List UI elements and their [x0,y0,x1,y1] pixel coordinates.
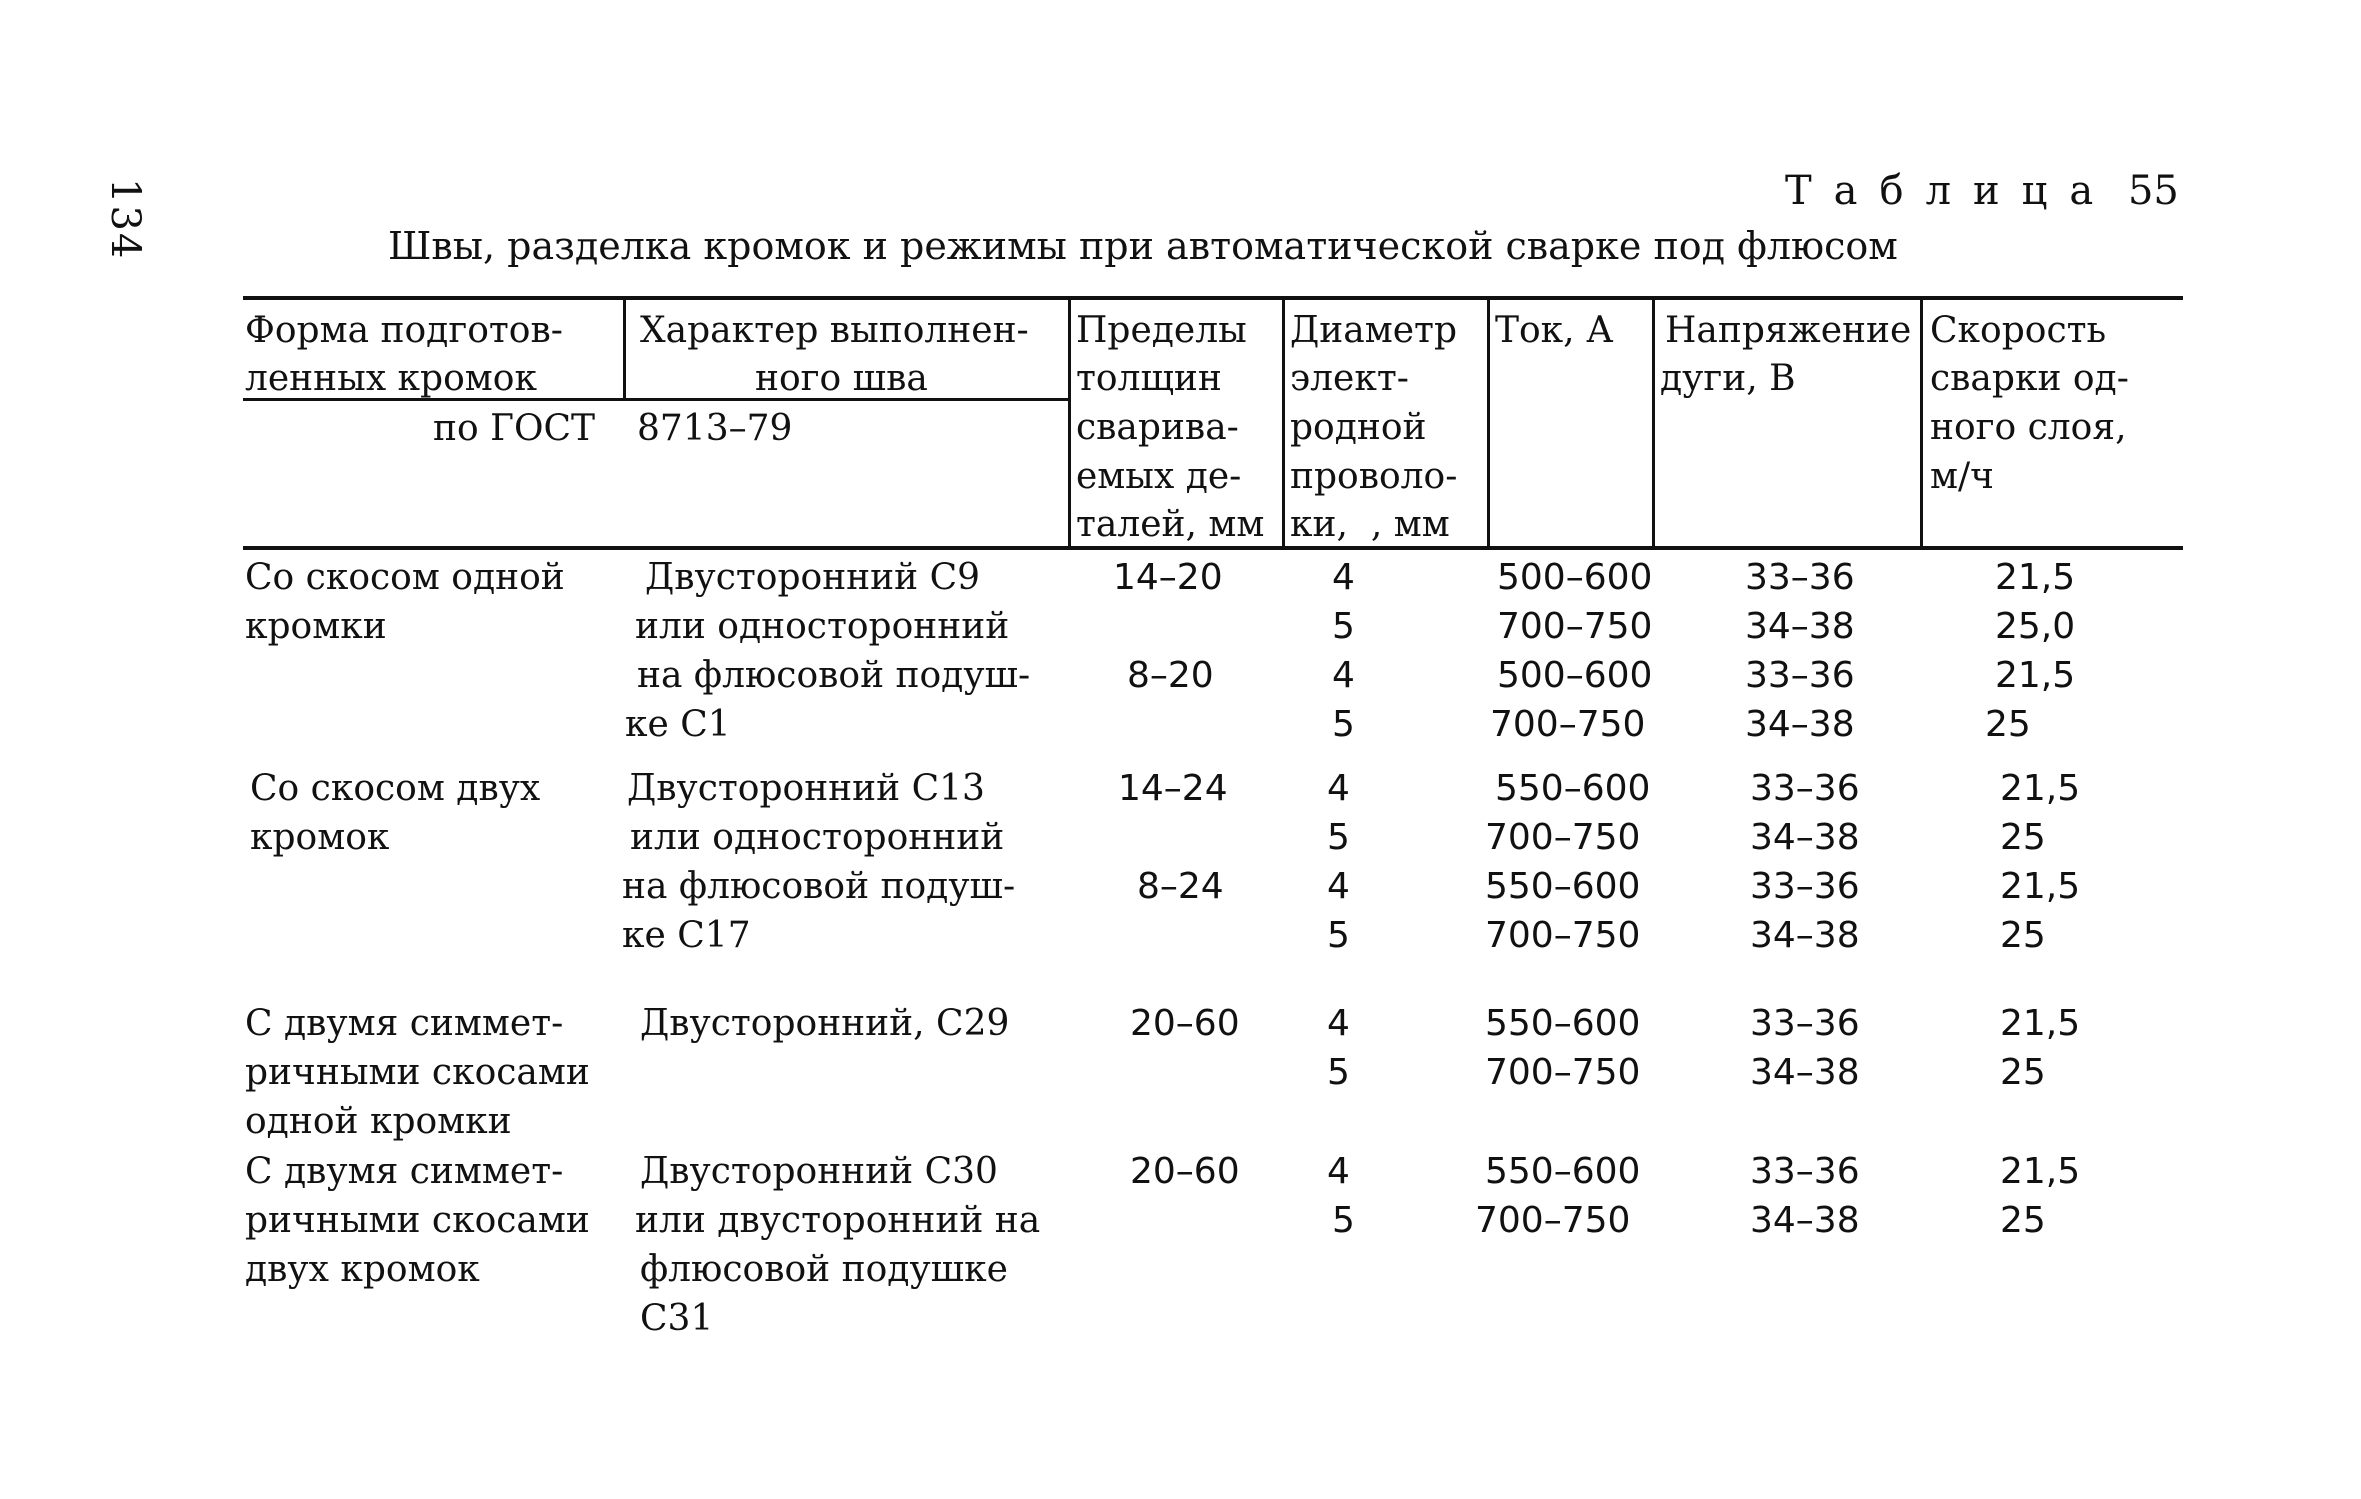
header-thickness-line3: сварива- [1076,407,1239,448]
g2-speed-3: 21,5 [2000,866,2081,907]
g4-char-line2: или двусторонний на [635,1200,1041,1241]
g4-diameter-1: 4 [1327,1151,1350,1192]
g1-form-line2: кромки [245,606,387,647]
header-diameter-line1: Диаметр [1290,310,1457,351]
header-thickness-line5: талей, мм [1076,504,1265,545]
header-character-line1: Характер выполнен- [640,310,1029,351]
g4-diameter-2: 5 [1332,1200,1355,1241]
g2-speed-1: 21,5 [2000,768,2081,809]
header-speed-line2: сварки од- [1930,358,2129,399]
g2-diameter-3: 4 [1327,866,1350,907]
g2-current-1: 550–600 [1495,768,1651,809]
g3-thickness-1: 20–60 [1130,1003,1240,1044]
g2-char-line4: ке С17 [622,915,751,956]
g1-voltage-1: 33–36 [1745,557,1855,598]
g4-char-line3: флюсовой подушке [640,1249,1008,1290]
g1-current-4: 700–750 [1490,704,1646,745]
col-divider-6 [1920,300,1923,546]
table-top-rule [243,296,2183,300]
g3-current-2: 700–750 [1485,1052,1641,1093]
header-diameter-line5: ки, , мм [1290,504,1450,545]
g1-thickness-3: 8–20 [1127,655,1214,696]
g4-current-1: 550–600 [1485,1151,1641,1192]
g2-voltage-3: 33–36 [1750,866,1860,907]
g4-form-line2: ричными скосами [245,1200,590,1241]
g2-char-line2: или односторонний [630,817,1005,858]
g1-diameter-3: 4 [1332,655,1355,696]
g1-speed-1: 21,5 [1995,557,2076,598]
g2-char-line3: на флюсовой подуш- [622,866,1016,907]
g3-current-1: 550–600 [1485,1003,1641,1044]
g3-form-line3: одной кромки [245,1101,512,1142]
g4-current-2: 700–750 [1475,1200,1631,1241]
header-form-line1: Форма подготов- [245,310,563,351]
header-gost-right: 8713–79 [637,408,793,449]
g3-diameter-1: 4 [1327,1003,1350,1044]
table-label-number: 55 [2127,168,2179,214]
col-divider-4 [1487,300,1490,546]
g2-char-line1: Двусторонний С13 [627,768,985,809]
g3-char-line1: Двусторонний, С29 [640,1003,1010,1044]
g2-voltage-1: 33–36 [1750,768,1860,809]
g1-char-line4: ке С1 [625,704,731,745]
header-diameter-line3: родной [1290,407,1427,448]
g1-diameter-1: 4 [1332,557,1355,598]
g3-form-line1: С двумя симмет- [245,1003,564,1044]
col-divider-2 [1068,300,1071,546]
g1-voltage-4: 34–38 [1745,704,1855,745]
g3-voltage-1: 33–36 [1750,1003,1860,1044]
g1-speed-4: 25 [1985,704,2031,745]
g3-diameter-2: 5 [1327,1052,1350,1093]
g3-voltage-2: 34–38 [1750,1052,1860,1093]
g4-voltage-2: 34–38 [1750,1200,1860,1241]
header-form-line2: ленных кромок [245,358,537,399]
col-divider-1 [623,300,626,400]
g2-form-line1: Со скосом двух [250,768,541,809]
g1-current-1: 500–600 [1497,557,1653,598]
g1-char-line1: Двусторонний С9 [645,557,981,598]
header-diameter-line4: проволо- [1290,456,1458,497]
g2-form-line2: кромок [250,817,390,858]
col-divider-5 [1652,300,1655,546]
g4-form-line1: С двумя симмет- [245,1151,564,1192]
header-thickness-line4: емых де- [1076,456,1242,497]
g2-diameter-4: 5 [1327,915,1350,956]
header-speed-line3: ного слоя, [1930,407,2127,448]
header-thickness-line2: толщин [1076,358,1222,399]
g4-form-line3: двух кромок [245,1249,480,1290]
header-character-line2: ного шва [755,358,928,399]
table-label [1785,168,2179,214]
g2-diameter-1: 4 [1327,768,1350,809]
g1-thickness-1: 14–20 [1113,557,1223,598]
header-gost-left: по ГОСТ [433,408,596,449]
g3-speed-2: 25 [2000,1052,2046,1093]
page-number: 134 [102,178,148,261]
g3-form-line2: ричными скосами [245,1052,590,1093]
col-divider-3 [1282,300,1285,546]
table-label-word: Таблица [1785,168,2116,214]
g4-char-line4: С31 [640,1298,714,1339]
g1-char-line2: или односторонний [635,606,1010,647]
g2-speed-2: 25 [2000,817,2046,858]
header-thickness-line1: Пределы [1076,310,1247,351]
g1-current-2: 700–750 [1497,606,1653,647]
g2-speed-4: 25 [2000,915,2046,956]
g2-current-2: 700–750 [1485,817,1641,858]
g1-voltage-3: 33–36 [1745,655,1855,696]
header-voltage-line1: Напряжение [1665,310,1912,351]
g1-speed-2: 25,0 [1995,606,2076,647]
g1-diameter-4: 5 [1332,704,1355,745]
g2-diameter-2: 5 [1327,817,1350,858]
header-speed-line4: м/ч [1930,456,1994,497]
g3-speed-1: 21,5 [2000,1003,2081,1044]
table-title: Швы, разделка кромок и режимы при автоматической сварке под флюсом [388,224,1898,268]
header-diameter-line2: элект- [1290,358,1409,399]
g2-voltage-2: 34–38 [1750,817,1860,858]
g1-voltage-2: 34–38 [1745,606,1855,647]
g1-char-line3: на флюсовой подуш- [637,655,1031,696]
header-speed-line1: Скорость [1930,310,2107,351]
g1-current-3: 500–600 [1497,655,1653,696]
g1-diameter-2: 5 [1332,606,1355,647]
g2-thickness-3: 8–24 [1137,866,1224,907]
g2-voltage-4: 34–38 [1750,915,1860,956]
g4-thickness-1: 20–60 [1130,1151,1240,1192]
g2-current-3: 550–600 [1485,866,1641,907]
g1-form-line1: Со скосом одной [245,557,565,598]
g1-speed-3: 21,5 [1995,655,2076,696]
g2-current-4: 700–750 [1485,915,1641,956]
g4-voltage-1: 33–36 [1750,1151,1860,1192]
g4-char-line1: Двусторонний С30 [640,1151,998,1192]
g4-speed-1: 21,5 [2000,1151,2081,1192]
g4-speed-2: 25 [2000,1200,2046,1241]
header-current: Ток, А [1495,310,1614,351]
g2-thickness-1: 14–24 [1118,768,1228,809]
header-voltage-line2: дуги, В [1660,358,1796,399]
